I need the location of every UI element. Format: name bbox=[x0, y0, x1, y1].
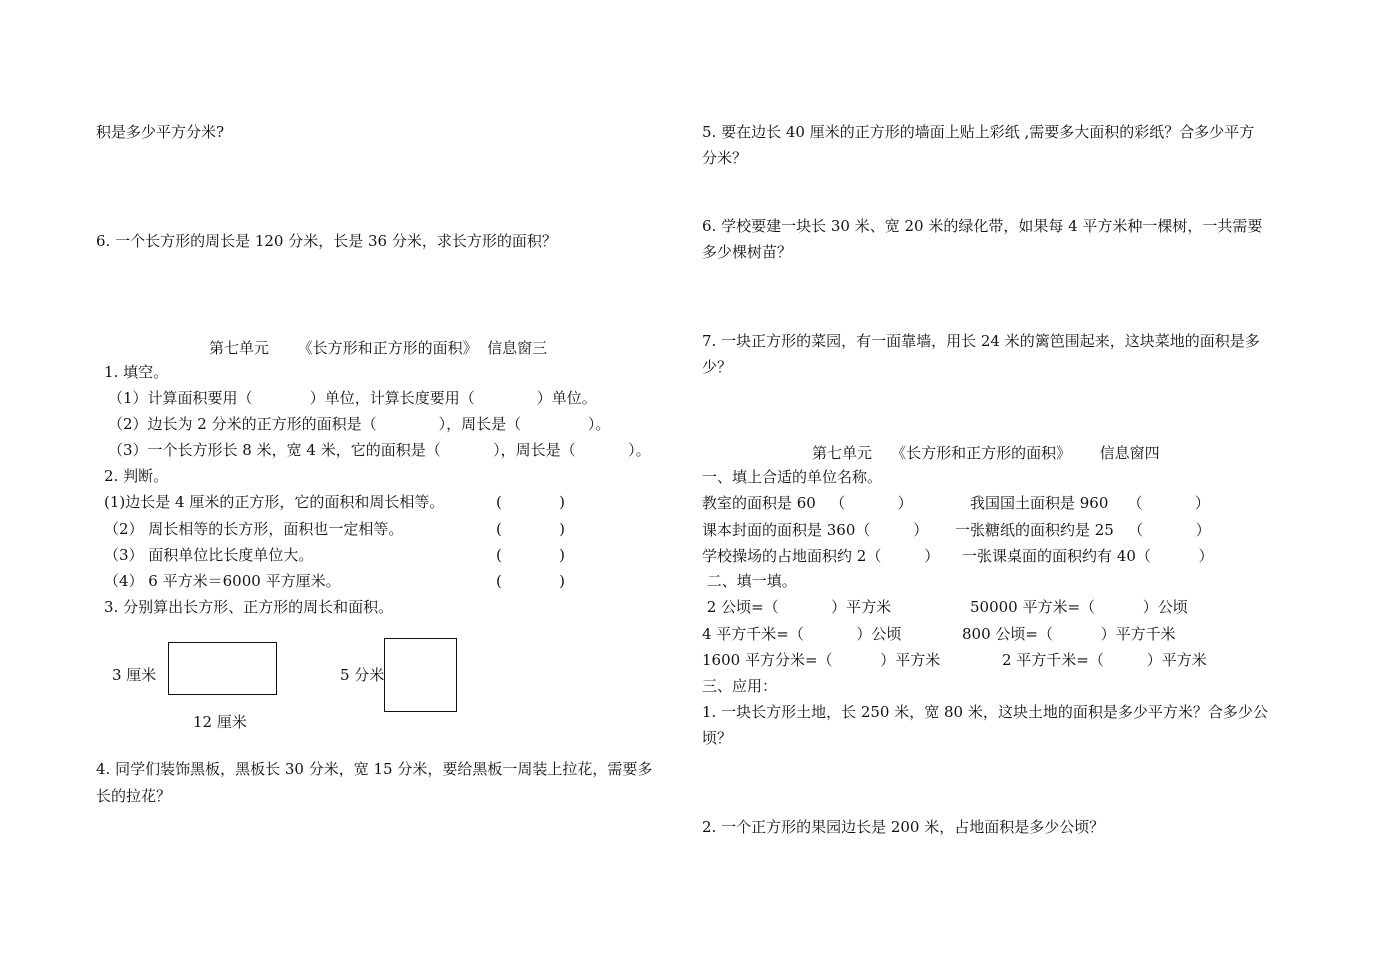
part1-row3-right: 一张课桌面的面积约有 40（ ） bbox=[962, 547, 1214, 565]
part2-row3-left: 1600 平方分米=（ ）平方米 bbox=[702, 651, 941, 669]
application-2: 2. 一个正方形的果园边长是 200 米，占地面积是多少公顷？ bbox=[702, 818, 1105, 836]
judge-item-3: （3） 面积单位比长度单位大。 bbox=[104, 546, 314, 564]
question-6-left: 6. 一个长方形的周长是 120 分米，长是 36 分米，求长方形的面积？ bbox=[96, 232, 557, 250]
section-title-window-3: 第七单元 《长方形和正方形的面积》 信息窗三 bbox=[209, 339, 548, 357]
part2-heading: 二、填一填。 bbox=[702, 572, 797, 590]
application-1-line-2: 顷？ bbox=[702, 729, 733, 747]
rectangle-width-label: 12 厘米 bbox=[193, 713, 247, 731]
question-4-line-1: 4. 同学们装饰黑板，黑板长 30 分米，宽 15 分米，要给黑板一周装上拉花，需要多 bbox=[96, 760, 653, 778]
question-5-line-1: 5. 要在边长 40 厘米的正方形的墙面上贴上彩纸 ,需要多大面积的彩纸？合多少平方 bbox=[702, 123, 1255, 141]
part1-row1-left: 教室的面积是 60 （ ） bbox=[702, 494, 913, 512]
part2-row1-right: 50000 平方米=（ ）公顷 bbox=[970, 598, 1188, 616]
question-4-line-2: 长的拉花？ bbox=[96, 787, 172, 805]
judge-blank-4: ( ) bbox=[496, 572, 565, 590]
square-side-label: 5 分米 bbox=[340, 666, 385, 684]
judge-blank-1: ( ) bbox=[496, 493, 565, 511]
part2-row3-right: 2 平方千米=（ ）平方米 bbox=[1002, 651, 1207, 669]
fill-item-3: （3）一个长方形长 8 米，宽 4 米，它的面积是（ ），周长是（ ）。 bbox=[108, 441, 651, 459]
judge-blank-3: ( ) bbox=[496, 546, 565, 564]
part1-row2-right: 一张糖纸的面积约是 25 （ ） bbox=[955, 521, 1211, 539]
rectangle-height-label: 3 厘米 bbox=[112, 666, 157, 684]
fill-item-2: （2）边长为 2 分米的正方形的面积是（ ），周长是（ ）。 bbox=[108, 415, 611, 433]
part1-row2-left: 课本封面的面积是 360（ ） bbox=[702, 521, 929, 539]
part3-heading: 三、应用： bbox=[702, 677, 778, 695]
part1-row3-left: 学校操场的占地面积约 2（ ） bbox=[702, 547, 940, 565]
square-figure bbox=[384, 638, 457, 712]
judge-item-2: （2） 周长相等的长方形，面积也一定相等。 bbox=[104, 520, 404, 538]
rectangle-figure bbox=[168, 642, 277, 695]
part1-heading: 一、填上合适的单位名称。 bbox=[702, 468, 883, 486]
question-5-line-2: 分米？ bbox=[702, 149, 748, 167]
part1-row1-right: 我国国土面积是 960 （ ） bbox=[970, 494, 1210, 512]
calc-heading: 3. 分别算出长方形、正方形的周长和面积。 bbox=[104, 598, 394, 616]
question-6-line-1: 6. 学校要建一块长 30 米、宽 20 米的绿化带，如果每 4 平方米种一棵树，一共需要 bbox=[702, 217, 1263, 235]
judge-item-1: (1)边长是 4 厘米的正方形，它的面积和周长相等。 bbox=[104, 493, 445, 511]
question-7-line-2: 少？ bbox=[702, 358, 733, 376]
judge-item-4: （4） 6 平方米＝6000 平方厘米。 bbox=[104, 572, 341, 590]
part2-row2-left: 4 平方千米=（ ）公顷 bbox=[702, 625, 902, 643]
question-7-line-1: 7. 一块正方形的菜园，有一面靠墙，用长 24 米的篱笆围起来，这块菜地的面积是多 bbox=[702, 332, 1260, 350]
section-title-window-4: 第七单元 《长方形和正方形的面积》 信息窗四 bbox=[812, 444, 1160, 462]
question-6-line-2: 多少棵树苗？ bbox=[702, 243, 793, 261]
part2-row1-left: 2 公顷=（ ）平方米 bbox=[702, 598, 892, 616]
judge-blank-2: ( ) bbox=[496, 520, 565, 538]
part2-row2-right: 800 公顷=（ ）平方千米 bbox=[962, 625, 1176, 643]
continued-question-text: 积是多少平方分米? bbox=[96, 123, 225, 141]
judge-heading: 2. 判断。 bbox=[104, 467, 169, 485]
application-1-line-1: 1. 一块长方形土地，长 250 米，宽 80 米，这块土地的面积是多少平方米？合多少公 bbox=[702, 703, 1268, 721]
fill-item-1: （1）计算面积要用（ ）单位，计算长度要用（ ）单位。 bbox=[108, 389, 597, 407]
fill-blank-heading: 1. 填空。 bbox=[104, 363, 169, 381]
